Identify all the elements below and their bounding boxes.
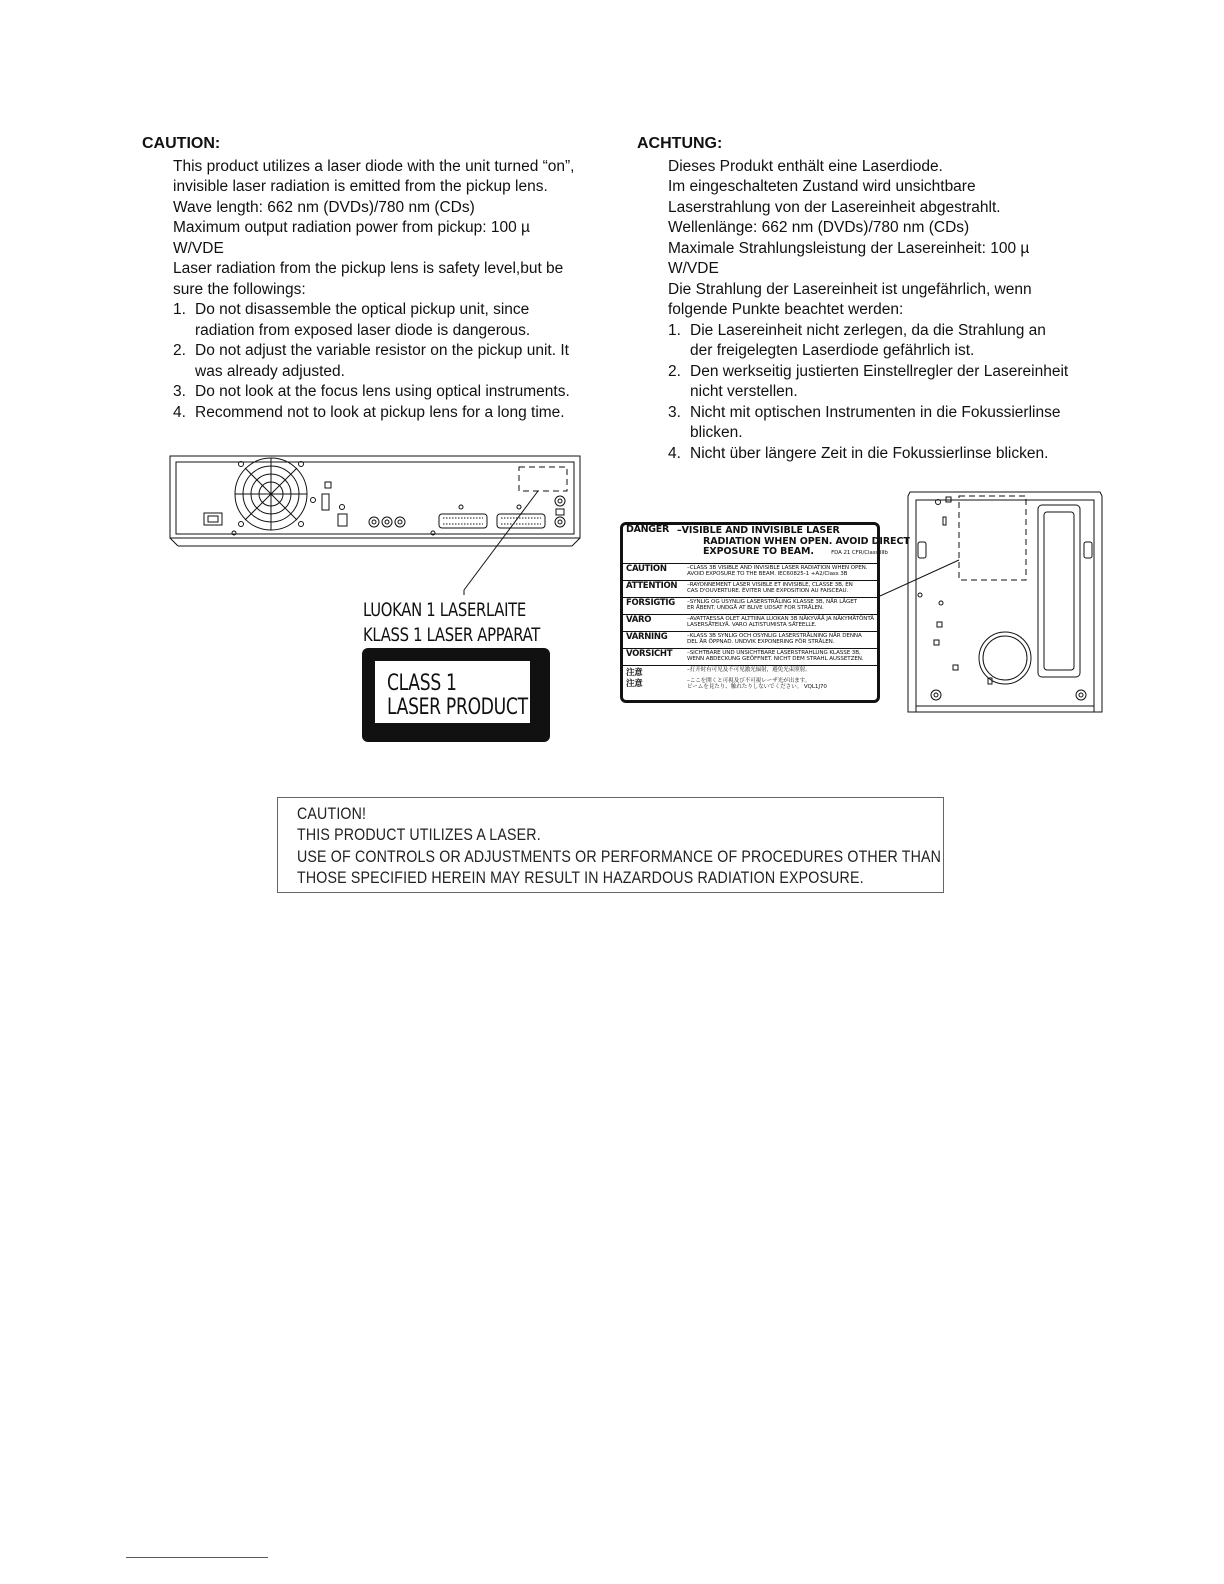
- warning-text: [687, 616, 874, 629]
- warning-key: VARO: [626, 615, 652, 625]
- warning-line: –打开时有可见及不可见激光辐射，避免光束照射。: [687, 667, 811, 673]
- item-number: 2.: [668, 362, 681, 380]
- paragraph-line: Maximum output radiation power from pickup: 100 µ: [173, 219, 530, 236]
- item-number: 1.: [668, 321, 681, 339]
- paragraph-line: Maximale Strahlungsleistung der Lasereinheit: 100 µ: [668, 239, 1030, 257]
- warning-key: VARNING: [626, 632, 668, 642]
- item-line: der freigelegten Laserdiode gefährlich ist.: [690, 342, 975, 359]
- warning-line: ビームを見たり、触れたりしないでください。 VQL1J70: [687, 684, 827, 691]
- warning-key: VORSICHT: [626, 649, 673, 659]
- item-number: 2.: [173, 342, 186, 359]
- warning-line: –AVATTAESSA OLET ALTTIINA LUOKAN 3B NÄKYVÄÄ JA NÄKYMÄTÖNTÄ: [687, 616, 874, 622]
- item-line: Do not adjust the variable resistor on the pickup unit. It: [195, 342, 569, 359]
- warning-row: [623, 563, 877, 580]
- item-number: 4.: [668, 444, 681, 462]
- notice-line: USE OF CONTROLS OR ADJUSTMENTS OR PERFORMANCE OF PROCEDURES OTHER THAN: [297, 848, 942, 866]
- luokan-line: LUOKAN 1 LASERLAITE: [363, 599, 526, 621]
- item-line: Den werkseitig justierten Einstellregler der Lasereinheit: [690, 362, 1069, 380]
- warning-key: DANGER: [626, 524, 669, 535]
- warning-row: [623, 614, 877, 631]
- paragraph-line: invisible laser radiation is emitted from the pickup lens.: [173, 178, 548, 195]
- warning-line: CAS D'OUVERTURE. ÉVITER UNE EXPOSITION AU FAISCEAU.: [687, 588, 849, 595]
- warning-line: ER ÅBENT. UNDGÅ AT BLIVE UDSAT FOR STRÅLEN.: [687, 605, 824, 612]
- warning-ref: FDA 21 CFR/Class IIIb: [831, 550, 888, 556]
- warning-text: [687, 565, 867, 578]
- warning-key: ATTENTION: [626, 581, 678, 591]
- item-line: Nicht über längere Zeit in die Fokussierlinse blicken.: [690, 444, 1049, 462]
- warning-key: 注意: [626, 668, 643, 678]
- warning-row: [623, 677, 877, 700]
- laser-product-line: LASER PRODUCT: [387, 695, 528, 720]
- warning-text: [677, 526, 910, 559]
- item-number: 3.: [668, 403, 681, 421]
- item-line: Recommend not to look at pickup lens for a long time.: [195, 403, 565, 421]
- warning-text: [687, 650, 864, 663]
- paragraph-line: Dieses Produkt enthält eine Laserdiode.: [668, 157, 943, 175]
- warning-row-danger: [623, 524, 910, 563]
- warning-line: –VISIBLE AND INVISIBLE LASER: [677, 525, 840, 536]
- multilingual-warning-label: [620, 522, 910, 703]
- class1-laser-product-label: [362, 648, 550, 742]
- item-number: 4.: [173, 403, 186, 421]
- paragraph-line: Wave length: 662 nm (DVDs)/780 nm (CDs): [173, 198, 475, 216]
- paragraph-line: folgende Punkte beachtet werden:: [668, 301, 904, 318]
- class-line: CLASS 1: [387, 671, 457, 696]
- warning-line: –SYNLIG OG USYNLIG LASERSTRÅLING KLASSE 3B, NÅR LÅGET: [687, 599, 857, 605]
- item-line: Do not look at the focus lens using optical instruments.: [195, 383, 570, 400]
- caution-notice-box: [277, 797, 944, 893]
- warning-text: [687, 633, 862, 646]
- item-line: blicken.: [690, 424, 743, 441]
- warning-line: –ここを開くと可視及び不可視レーザ光が出ます。: [687, 678, 811, 684]
- item-line: Nicht mit optischen Instrumenten in die Fokussierlinse: [690, 403, 1061, 421]
- warning-line: –SICHTBARE UND UNSICHTBARE LASERSTRAHLUNG KLASSE 3B,: [687, 650, 861, 656]
- item-line: nicht verstellen.: [690, 383, 798, 400]
- paragraph-line: sure the followings:: [173, 280, 306, 298]
- item-number: 3.: [173, 383, 186, 400]
- class1-label-inner: [375, 661, 530, 723]
- warning-line: DEL ÄR ÖPPNAD. UNDVIK EXPONERING FÖR STRÅLEN.: [687, 639, 835, 646]
- paragraph-line: W/VDE: [668, 260, 719, 277]
- recorder-rear-panel-drawing: [170, 456, 580, 595]
- warning-key: CAUTION: [626, 564, 667, 574]
- pickup-unit-drawing: [880, 492, 1102, 712]
- paragraph-line: Laser radiation from the pickup lens is safety level,but be: [173, 260, 564, 277]
- item-number: 1.: [173, 301, 186, 318]
- warning-text: [687, 582, 853, 595]
- warning-line: RADIATION WHEN OPEN. AVOID DIRECT: [703, 535, 910, 547]
- item-line: Do not disassemble the optical pickup unit, since: [195, 301, 530, 318]
- item-line: Die Lasereinheit nicht zerlegen, da die Strahlung an: [690, 321, 1046, 339]
- warning-row: [623, 580, 877, 597]
- paragraph-line: Im eingeschalteten Zustand wird unsichtbare: [668, 178, 976, 195]
- warning-text: [687, 667, 811, 673]
- notice-line: THIS PRODUCT UTILIZES A LASER.: [297, 826, 541, 844]
- warning-text: [687, 678, 827, 691]
- warning-line: –CLASS 3B VISIBLE AND INVISIBLE LASER RADIATION WHEN OPEN.: [687, 565, 868, 571]
- warning-row: [623, 648, 877, 665]
- item-line: radiation from exposed laser diode is dangerous.: [195, 321, 531, 339]
- achtung-heading: ACHTUNG:: [637, 135, 723, 152]
- warning-text: [687, 599, 857, 612]
- klass-line: KLASS 1 LASER APPARAT: [363, 624, 541, 646]
- class1-label-text: [363, 598, 540, 648]
- notice-line: THOSE SPECIFIED HEREIN MAY RESULT IN HAZARDOUS RADIATION EXPOSURE.: [297, 869, 864, 887]
- warning-key: 注意: [626, 679, 643, 689]
- warning-line: [677, 547, 910, 559]
- paragraph-line: Laserstrahlung von der Lasereinheit abgestrahlt.: [668, 198, 1001, 216]
- footer-rule: [126, 1557, 268, 1558]
- warning-line: LASERSÄTEILYÄ. VARO ALTISTUMISTA SÄTEELLE.: [687, 622, 817, 629]
- paragraph-line: Wellenlänge: 662 nm (DVDs)/780 nm (CDs): [668, 219, 970, 236]
- warning-line: AVOID EXPOSURE TO THE BEAM. IEC60825-1 +A2/Class 3B: [687, 571, 848, 578]
- item-line: was already adjusted.: [195, 362, 345, 380]
- warning-row: [623, 631, 877, 648]
- warning-line: WENN ABDECKUNG GEÖFFNET. NICHT DEM STRAHL AUSSETZEN.: [687, 656, 864, 663]
- warning-line-text: EXPOSURE TO BEAM.: [703, 546, 814, 557]
- warning-line: –KLASS 3B SYNLIG OCH OSYNLIG LASERSTRÅLNING NÄR DENNA: [687, 633, 862, 639]
- paragraph-line: This product utilizes a laser diode with the unit turned “on”,: [173, 157, 575, 175]
- caution-heading: CAUTION:: [142, 135, 221, 152]
- paragraph-line: Die Strahlung der Lasereinheit ist ungefährlich, wenn: [668, 280, 1032, 298]
- paragraph-line: W/VDE: [173, 239, 224, 257]
- warning-row: [623, 665, 877, 677]
- warning-line: –RAYONNEMENT LASER VISIBLE ET INVISIBLE, CLASSE 3B, EN: [687, 582, 853, 588]
- warning-key: FORSIGTIG: [626, 598, 675, 608]
- notice-line: CAUTION!: [297, 805, 367, 823]
- warning-row: [623, 597, 877, 614]
